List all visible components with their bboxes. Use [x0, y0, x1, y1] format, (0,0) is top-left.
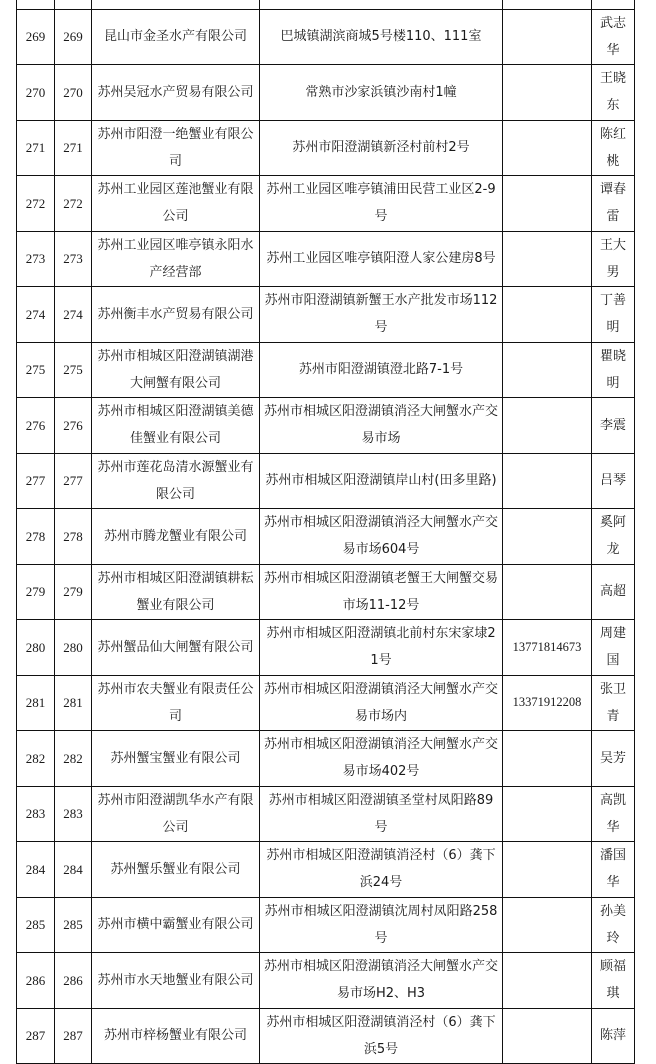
- id-cell: 278: [55, 509, 92, 565]
- contact-cell: 周建国: [592, 620, 635, 676]
- company-name-cell: 苏州吴冠水产贸易有限公司: [92, 65, 260, 121]
- contact-cell: 李震: [592, 398, 635, 454]
- seq-cell: 284: [17, 842, 55, 898]
- company-name-cell: 苏州市农夫蟹业有限责任公司: [92, 675, 260, 731]
- address-cell: 苏州市相城区阳澄湖镇消泾村（6）龚下浜24号: [260, 842, 503, 898]
- address-cell: 苏州工业园区唯亭镇浦田民营工业区2-9号: [260, 176, 503, 232]
- table-row: [17, 453, 635, 509]
- phone-cell: [503, 231, 592, 287]
- id-cell: 269: [55, 9, 92, 65]
- seq-cell: 278: [17, 509, 55, 565]
- phone-cell: [503, 398, 592, 454]
- company-name-cell: [92, 0, 260, 9]
- contact-cell: 高凯华: [592, 786, 635, 842]
- table-row: [17, 731, 635, 787]
- phone-cell: [503, 0, 592, 9]
- id-cell: 275: [55, 342, 92, 398]
- address-cell: 苏州工业园区唯亭镇阳澄人家公建房8号: [260, 231, 503, 287]
- address-cell: 苏州市相城区阳澄湖镇岸山村(田多里路): [260, 453, 503, 509]
- table-row: [17, 342, 635, 398]
- address-cell: 苏州市相城区阳澄湖镇消泾大闸蟹水产交易市场H2、H3: [260, 953, 503, 1009]
- table-row: [17, 65, 635, 121]
- id-cell: 277: [55, 453, 92, 509]
- id-cell: 279: [55, 564, 92, 620]
- id-cell: 271: [55, 120, 92, 176]
- contact-cell: 吕琴: [592, 453, 635, 509]
- company-name-cell: 苏州衡丰水产贸易有限公司: [92, 287, 260, 343]
- seq-cell: [17, 0, 55, 9]
- address-cell: 苏州市相城区阳澄湖镇老蟹王大闸蟹交易市场11-12号: [260, 564, 503, 620]
- company-name-cell: 苏州市梓杨蟹业有限公司: [92, 1008, 260, 1064]
- phone-cell: [503, 287, 592, 343]
- id-cell: 285: [55, 897, 92, 953]
- contact-cell: 谭春雷: [592, 176, 635, 232]
- id-cell: 270: [55, 65, 92, 121]
- contact-cell: 武志华: [592, 9, 635, 65]
- seq-cell: 283: [17, 786, 55, 842]
- phone-cell: [503, 842, 592, 898]
- address-cell: 苏州市相城区阳澄湖镇消泾大闸蟹水产交易市场: [260, 398, 503, 454]
- contact-cell: 丁善明: [592, 287, 635, 343]
- contact-cell: 潘国华: [592, 842, 635, 898]
- id-cell: 286: [55, 953, 92, 1009]
- phone-cell: [503, 953, 592, 1009]
- contact-cell: 王大男: [592, 231, 635, 287]
- company-name-cell: 昆山市金圣水产有限公司: [92, 9, 260, 65]
- table-row: [17, 398, 635, 454]
- seq-cell: 281: [17, 675, 55, 731]
- company-table-container: [16, 0, 635, 1064]
- seq-cell: 269: [17, 9, 55, 65]
- phone-cell: 13771814673: [503, 620, 592, 676]
- phone-cell: [503, 564, 592, 620]
- company-table: [16, 0, 635, 1064]
- seq-cell: 277: [17, 453, 55, 509]
- address-cell: 巴城镇湖滨商城5号楼110、111室: [260, 9, 503, 65]
- seq-cell: 287: [17, 1008, 55, 1064]
- id-cell: 282: [55, 731, 92, 787]
- contact-cell: 顾福琪: [592, 953, 635, 1009]
- phone-cell: [503, 9, 592, 65]
- company-name-cell: 苏州市相城区阳澄湖镇湖港大闸蟹有限公司: [92, 342, 260, 398]
- table-row: [17, 675, 635, 731]
- address-cell: 苏州市相城区阳澄湖镇北前村东宋家埭21号: [260, 620, 503, 676]
- table-row: [17, 231, 635, 287]
- seq-cell: 276: [17, 398, 55, 454]
- address-cell: 苏州市相城区阳澄湖镇消泾村（6）龚下浜5号: [260, 1008, 503, 1064]
- address-cell: 常熟市沙家浜镇沙南村1幢: [260, 65, 503, 121]
- company-name-cell: 苏州工业园区莲池蟹业有限公司: [92, 176, 260, 232]
- address-cell: 苏州市相城区阳澄湖镇消泾大闸蟹水产交易市场402号: [260, 731, 503, 787]
- contact-cell: 陈萍: [592, 1008, 635, 1064]
- contact-cell: [592, 0, 635, 9]
- company-name-cell: 苏州市阳澄一绝蟹业有限公司: [92, 120, 260, 176]
- seq-cell: 282: [17, 731, 55, 787]
- company-name-cell: 苏州市阳澄湖凯华水产有限公司: [92, 786, 260, 842]
- address-cell: 苏州市阳澄湖镇新泾村前村2号: [260, 120, 503, 176]
- phone-cell: [503, 65, 592, 121]
- seq-cell: 271: [17, 120, 55, 176]
- company-name-cell: 苏州市相城区阳澄湖镇美德佳蟹业有限公司: [92, 398, 260, 454]
- company-name-cell: 苏州工业园区唯亭镇永阳水产经营部: [92, 231, 260, 287]
- table-row: [17, 897, 635, 953]
- contact-cell: 吴芳: [592, 731, 635, 787]
- table-row: [17, 509, 635, 565]
- table-row: [17, 9, 635, 65]
- seq-cell: 270: [17, 65, 55, 121]
- phone-cell: [503, 453, 592, 509]
- company-name-cell: 苏州市莲花岛清水源蟹业有限公司: [92, 453, 260, 509]
- table-row: [17, 120, 635, 176]
- id-cell: 276: [55, 398, 92, 454]
- id-cell: 281: [55, 675, 92, 731]
- id-cell: 273: [55, 231, 92, 287]
- table-row: [17, 1008, 635, 1064]
- seq-cell: 274: [17, 287, 55, 343]
- seq-cell: 280: [17, 620, 55, 676]
- table-row: [17, 842, 635, 898]
- phone-cell: [503, 897, 592, 953]
- id-cell: 284: [55, 842, 92, 898]
- table-row: [17, 564, 635, 620]
- company-name-cell: 苏州蟹品仙大闸蟹有限公司: [92, 620, 260, 676]
- table-row: [17, 620, 635, 676]
- phone-cell: 13371912208: [503, 675, 592, 731]
- phone-cell: [503, 1008, 592, 1064]
- contact-cell: 高超: [592, 564, 635, 620]
- phone-cell: [503, 176, 592, 232]
- contact-cell: 陈红桃: [592, 120, 635, 176]
- contact-cell: 奚阿龙: [592, 509, 635, 565]
- id-cell: 280: [55, 620, 92, 676]
- table-row: [17, 287, 635, 343]
- table-body: [17, 0, 635, 1064]
- id-cell: 283: [55, 786, 92, 842]
- address-cell: [260, 0, 503, 9]
- contact-cell: 王晓东: [592, 65, 635, 121]
- address-cell: 苏州市相城区阳澄湖镇消泾大闸蟹水产交易市场604号: [260, 509, 503, 565]
- seq-cell: 273: [17, 231, 55, 287]
- address-cell: 苏州市相城区阳澄湖镇沈周村凤阳路258号: [260, 897, 503, 953]
- company-name-cell: 苏州市水天地蟹业有限公司: [92, 953, 260, 1009]
- table-row: [17, 176, 635, 232]
- seq-cell: 286: [17, 953, 55, 1009]
- phone-cell: [503, 786, 592, 842]
- phone-cell: [503, 731, 592, 787]
- id-cell: 274: [55, 287, 92, 343]
- company-name-cell: 苏州市相城区阳澄湖镇耕耘蟹业有限公司: [92, 564, 260, 620]
- id-cell: [55, 0, 92, 9]
- seq-cell: 272: [17, 176, 55, 232]
- phone-cell: [503, 120, 592, 176]
- address-cell: 苏州市相城区阳澄湖镇消泾大闸蟹水产交易市场内: [260, 675, 503, 731]
- id-cell: 272: [55, 176, 92, 232]
- company-name-cell: 苏州蟹宝蟹业有限公司: [92, 731, 260, 787]
- company-name-cell: 苏州市横中霸蟹业有限公司: [92, 897, 260, 953]
- company-name-cell: 苏州蟹乐蟹业有限公司: [92, 842, 260, 898]
- id-cell: 287: [55, 1008, 92, 1064]
- table-row: [17, 786, 635, 842]
- seq-cell: 279: [17, 564, 55, 620]
- table-row: [17, 0, 635, 9]
- phone-cell: [503, 509, 592, 565]
- address-cell: 苏州市相城区阳澄湖镇圣堂村凤阳路89号: [260, 786, 503, 842]
- address-cell: 苏州市阳澄湖镇澄北路7-1号: [260, 342, 503, 398]
- address-cell: 苏州市阳澄湖镇新蟹王水产批发市场112号: [260, 287, 503, 343]
- company-name-cell: 苏州市腾龙蟹业有限公司: [92, 509, 260, 565]
- table-row: [17, 953, 635, 1009]
- seq-cell: 275: [17, 342, 55, 398]
- contact-cell: 张卫青: [592, 675, 635, 731]
- phone-cell: [503, 342, 592, 398]
- seq-cell: 285: [17, 897, 55, 953]
- contact-cell: 孙美玲: [592, 897, 635, 953]
- contact-cell: 瞿晓明: [592, 342, 635, 398]
